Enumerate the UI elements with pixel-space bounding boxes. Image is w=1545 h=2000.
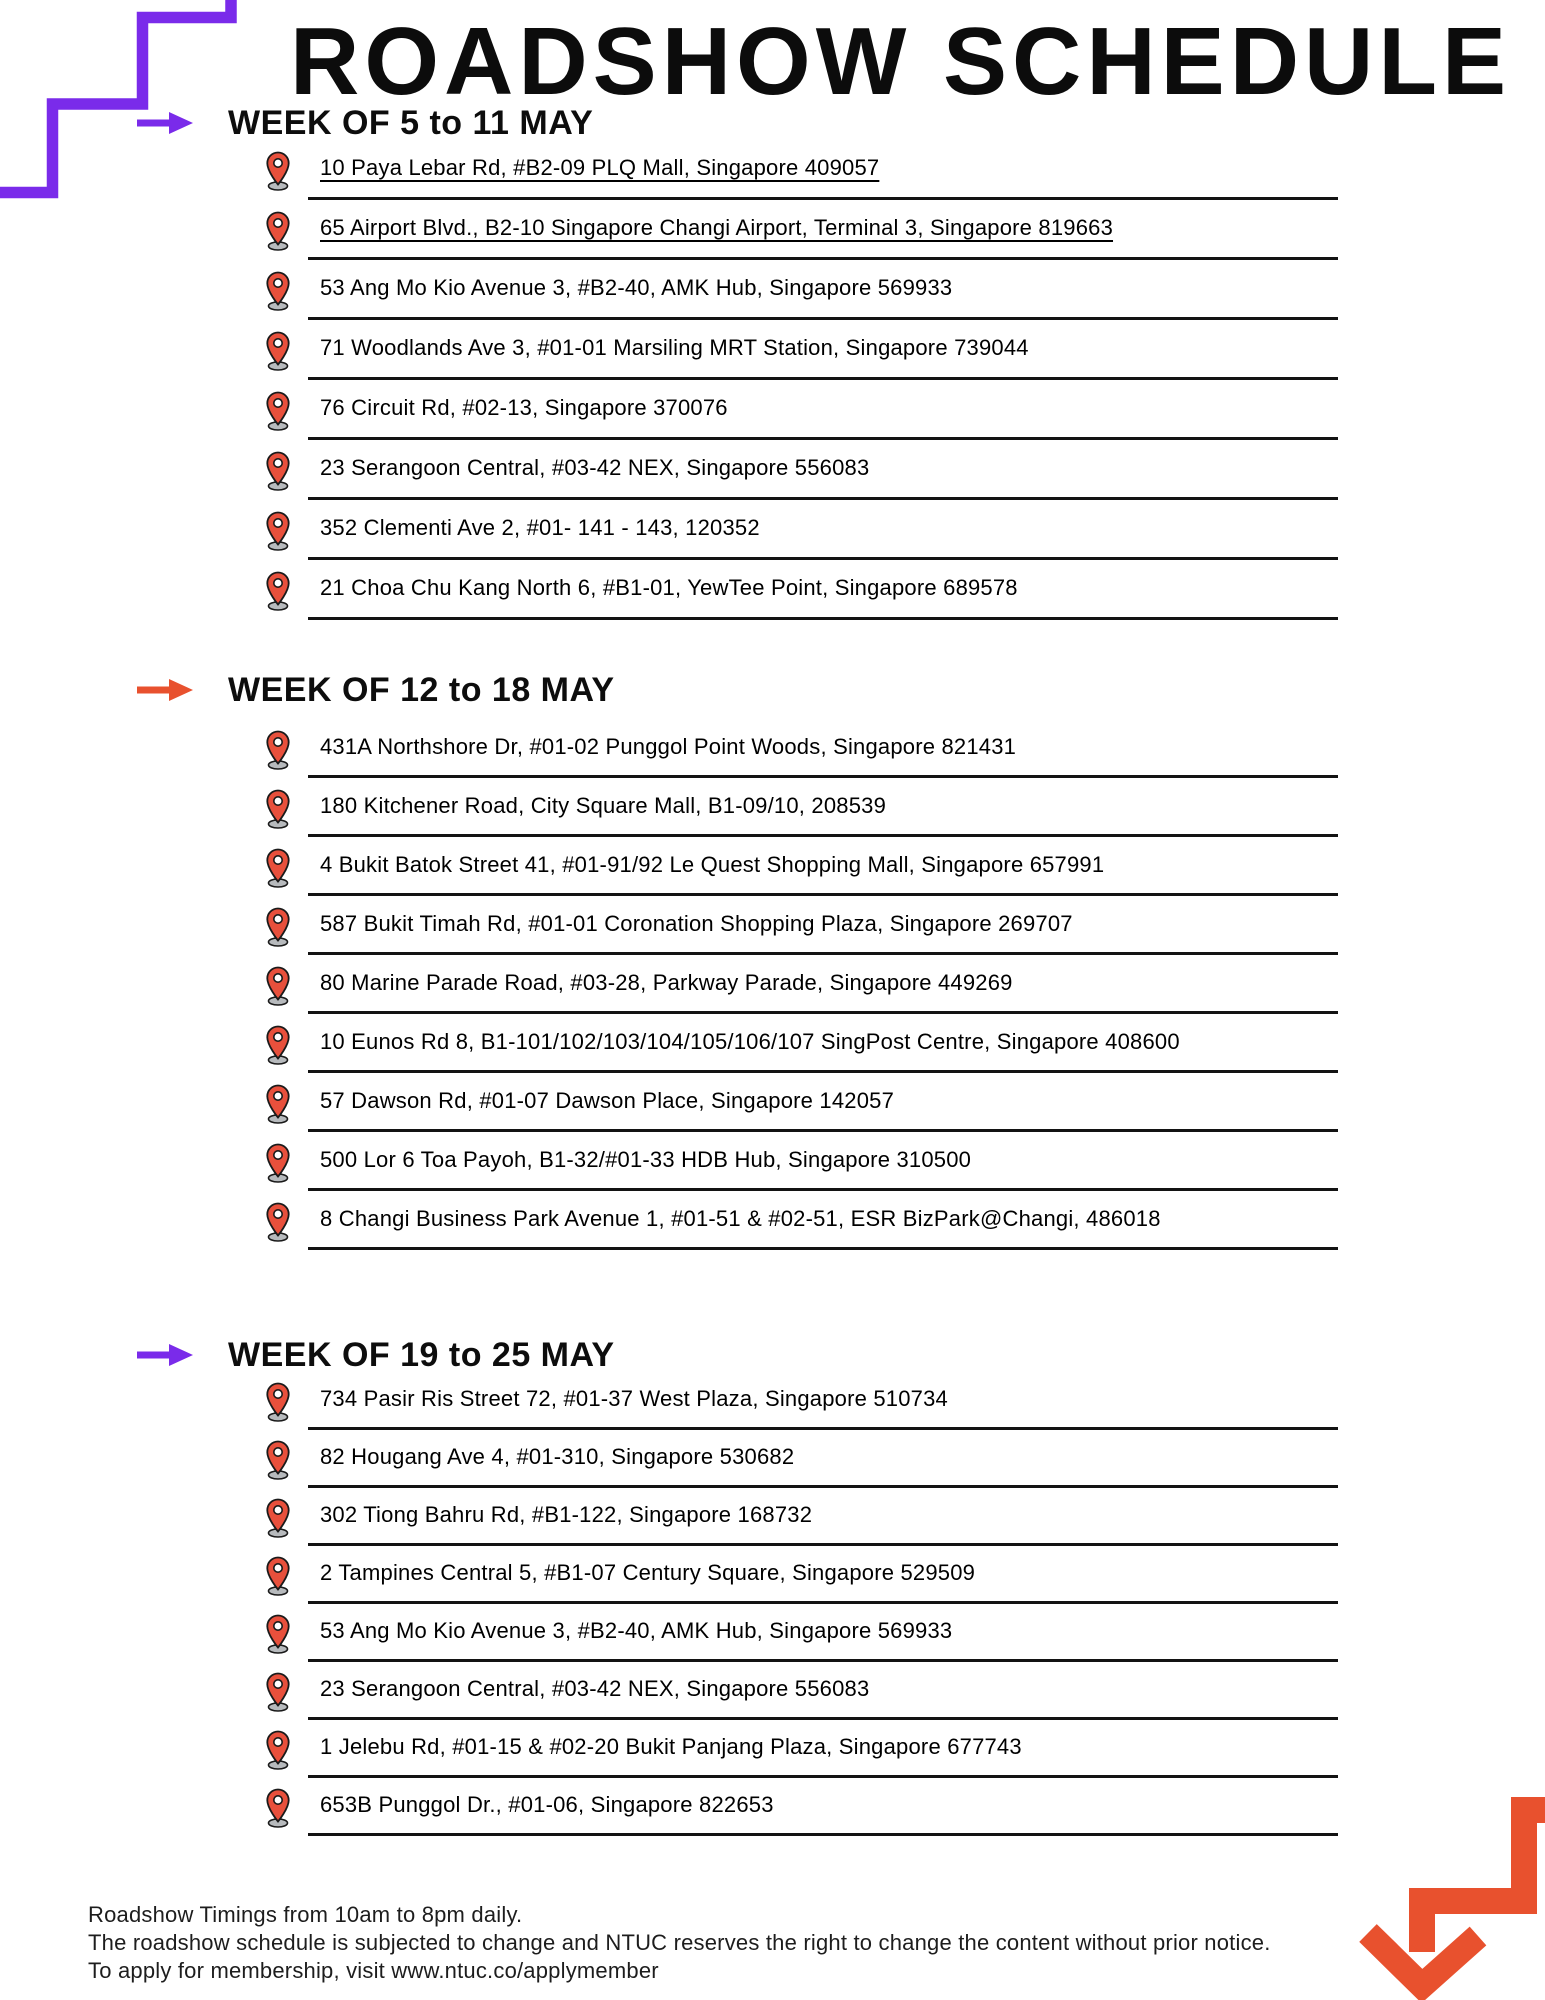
map-pin-icon bbox=[263, 1614, 293, 1654]
location-address: 302 Tiong Bahru Rd, #B1-122, Singapore 168732 bbox=[320, 1502, 813, 1527]
divider-line bbox=[308, 497, 1338, 500]
map-pin-icon bbox=[263, 1202, 293, 1242]
location-row bbox=[263, 956, 1545, 1015]
divider-line bbox=[308, 1485, 1338, 1488]
location-address: 587 Bukit Timah Rd, #01-01 Coronation Shopping Plaza, Singapore 269707 bbox=[320, 910, 1073, 936]
divider-line bbox=[308, 617, 1338, 620]
map-pin-icon bbox=[263, 730, 293, 770]
page-title: ROADSHOW SCHEDULE bbox=[290, 8, 1512, 115]
divider-line bbox=[308, 557, 1338, 560]
map-pin-icon bbox=[263, 1556, 293, 1596]
location-address: 53 Ang Mo Kio Avenue 3, #B2-40, AMK Hub, Singapore 569933 bbox=[320, 275, 953, 300]
divider-line bbox=[308, 437, 1338, 440]
map-pin-icon bbox=[263, 1440, 293, 1480]
location-row bbox=[263, 1373, 1545, 1431]
location-address: 180 Kitchener Road, City Square Mall, B1-09/10, 208539 bbox=[320, 792, 887, 818]
location-row bbox=[263, 897, 1545, 956]
divider-line bbox=[308, 834, 1338, 837]
location-address: 80 Marine Parade Road, #03-28, Parkway Parade, Singapore 449269 bbox=[320, 969, 1013, 995]
map-pin-icon bbox=[263, 1788, 293, 1828]
location-address: 1 Jelebu Rd, #01-15 & #02-20 Bukit Panjang Plaza, Singapore 677743 bbox=[320, 1734, 1022, 1759]
map-pin-icon bbox=[263, 511, 293, 551]
footer-timings: Roadshow Timings from 10am to 8pm daily. bbox=[88, 1902, 523, 1927]
divider-line bbox=[308, 257, 1338, 260]
location-address: 653B Punggol Dr., #01-06, Singapore 822653 bbox=[320, 1792, 774, 1817]
divider-line bbox=[308, 317, 1338, 320]
location-address: 4 Bukit Batok Street 41, #01-91/92 Le Quest Shopping Mall, Singapore 657991 bbox=[320, 851, 1105, 877]
right-arrow-icon bbox=[137, 109, 195, 137]
location-list bbox=[0, 708, 1545, 1251]
divider-line bbox=[308, 1717, 1338, 1720]
map-pin-icon bbox=[263, 1382, 293, 1422]
map-pin-icon bbox=[263, 1025, 293, 1065]
week-section bbox=[0, 1337, 1545, 1837]
map-pin-icon bbox=[263, 1498, 293, 1538]
location-row bbox=[263, 201, 1545, 261]
location-address: 71 Woodlands Ave 3, #01-01 Marsiling MRT Station, Singapore 739044 bbox=[320, 335, 1029, 360]
location-row bbox=[263, 1015, 1545, 1074]
map-pin-icon bbox=[263, 211, 293, 251]
location-address: 76 Circuit Rd, #02-13, Singapore 370076 bbox=[320, 395, 728, 420]
location-row bbox=[263, 1074, 1545, 1133]
location-row bbox=[263, 1489, 1545, 1547]
location-row bbox=[263, 321, 1545, 381]
location-row bbox=[263, 441, 1545, 501]
location-row bbox=[263, 1192, 1545, 1251]
map-pin-icon bbox=[263, 907, 293, 947]
location-row bbox=[263, 838, 1545, 897]
location-address: 431A Northshore Dr, #01-02 Punggol Point Woods, Singapore 821431 bbox=[320, 733, 1017, 759]
location-row bbox=[263, 1605, 1545, 1663]
zigzag-down-arrow-decoration bbox=[1345, 1790, 1545, 2000]
location-row bbox=[263, 501, 1545, 561]
location-address: 352 Clementi Ave 2, #01- 141 - 143, 120352 bbox=[320, 515, 760, 540]
location-address-link[interactable]: 10 Paya Lebar Rd, #B2-09 PLQ Mall, Singapore 409057 bbox=[320, 155, 880, 180]
week-header bbox=[0, 105, 1545, 141]
divider-line bbox=[308, 1188, 1338, 1191]
divider-line bbox=[308, 1833, 1338, 1836]
week-header bbox=[0, 672, 1545, 708]
right-arrow-icon bbox=[137, 676, 195, 704]
location-address: 10 Eunos Rd 8, B1-101/102/103/104/105/106/107 SingPost Centre, Singapore 408600 bbox=[320, 1028, 1180, 1054]
location-list bbox=[0, 141, 1545, 621]
location-row bbox=[263, 779, 1545, 838]
map-pin-icon bbox=[263, 966, 293, 1006]
location-row bbox=[263, 720, 1545, 779]
location-row bbox=[263, 1431, 1545, 1489]
map-pin-icon bbox=[263, 848, 293, 888]
map-pin-icon bbox=[263, 789, 293, 829]
divider-line bbox=[308, 893, 1338, 896]
location-address: 8 Changi Business Park Avenue 1, #01-51 & #02-51, ESR BizPark@Changi, 486018 bbox=[320, 1205, 1161, 1231]
week-section bbox=[0, 105, 1545, 621]
week-section bbox=[0, 672, 1545, 1251]
week-heading: WEEK OF 5 to 11 MAY bbox=[228, 103, 594, 142]
divider-line bbox=[308, 1543, 1338, 1546]
location-address: 2 Tampines Central 5, #B1-07 Century Square, Singapore 529509 bbox=[320, 1560, 976, 1585]
location-address: 23 Serangoon Central, #03-42 NEX, Singapore 556083 bbox=[320, 455, 870, 480]
location-row bbox=[263, 1547, 1545, 1605]
location-address: 82 Hougang Ave 4, #01-310, Singapore 530682 bbox=[320, 1444, 795, 1469]
divider-line bbox=[308, 197, 1338, 200]
week-heading: WEEK OF 12 to 18 MAY bbox=[228, 670, 615, 709]
map-pin-icon bbox=[263, 1730, 293, 1770]
location-address: 21 Choa Chu Kang North 6, #B1-01, YewTee Point, Singapore 689578 bbox=[320, 575, 1018, 600]
location-row bbox=[263, 141, 1545, 201]
week-header bbox=[0, 1337, 1545, 1373]
divider-line bbox=[308, 1070, 1338, 1073]
location-row bbox=[263, 261, 1545, 321]
location-row bbox=[263, 381, 1545, 441]
divider-line bbox=[308, 1011, 1338, 1014]
divider-line bbox=[308, 1775, 1338, 1778]
map-pin-icon bbox=[263, 571, 293, 611]
map-pin-icon bbox=[263, 271, 293, 311]
map-pin-icon bbox=[263, 1084, 293, 1124]
week-heading: WEEK OF 19 to 25 MAY bbox=[228, 1335, 615, 1374]
location-address: 53 Ang Mo Kio Avenue 3, #B2-40, AMK Hub, Singapore 569933 bbox=[320, 1618, 953, 1643]
divider-line bbox=[308, 377, 1338, 380]
location-address: 734 Pasir Ris Street 72, #01-37 West Plaza, Singapore 510734 bbox=[320, 1386, 948, 1411]
map-pin-icon bbox=[263, 1672, 293, 1712]
location-address-link[interactable]: 65 Airport Blvd., B2-10 Singapore Changi Airport, Terminal 3, Singapore 819663 bbox=[320, 215, 1114, 240]
footer-disclaimer: The roadshow schedule is subjected to change and NTUC reserves the right to change the content without prior notice. bbox=[88, 1930, 1271, 1955]
map-pin-icon bbox=[263, 391, 293, 431]
divider-line bbox=[308, 1427, 1338, 1430]
location-row bbox=[263, 1133, 1545, 1192]
location-list bbox=[0, 1373, 1545, 1837]
location-row bbox=[263, 1663, 1545, 1721]
divider-line bbox=[308, 1659, 1338, 1662]
location-address: 500 Lor 6 Toa Payoh, B1-32/#01-33 HDB Hub, Singapore 310500 bbox=[320, 1146, 972, 1172]
location-address: 57 Dawson Rd, #01-07 Dawson Place, Singapore 142057 bbox=[320, 1087, 895, 1113]
footer-membership-link-line: To apply for membership, visit www.ntuc.co/applymember bbox=[88, 1958, 659, 1983]
divider-line bbox=[308, 1247, 1338, 1250]
divider-line bbox=[308, 1601, 1338, 1604]
map-pin-icon bbox=[263, 151, 293, 191]
divider-line bbox=[308, 775, 1338, 778]
map-pin-icon bbox=[263, 331, 293, 371]
divider-line bbox=[308, 952, 1338, 955]
map-pin-icon bbox=[263, 451, 293, 491]
divider-line bbox=[308, 1129, 1338, 1132]
map-pin-icon bbox=[263, 1143, 293, 1183]
location-row bbox=[263, 1721, 1545, 1779]
right-arrow-icon bbox=[137, 1341, 195, 1369]
location-row bbox=[263, 561, 1545, 621]
footer bbox=[88, 1901, 1271, 1985]
location-address: 23 Serangoon Central, #03-42 NEX, Singapore 556083 bbox=[320, 1676, 870, 1701]
